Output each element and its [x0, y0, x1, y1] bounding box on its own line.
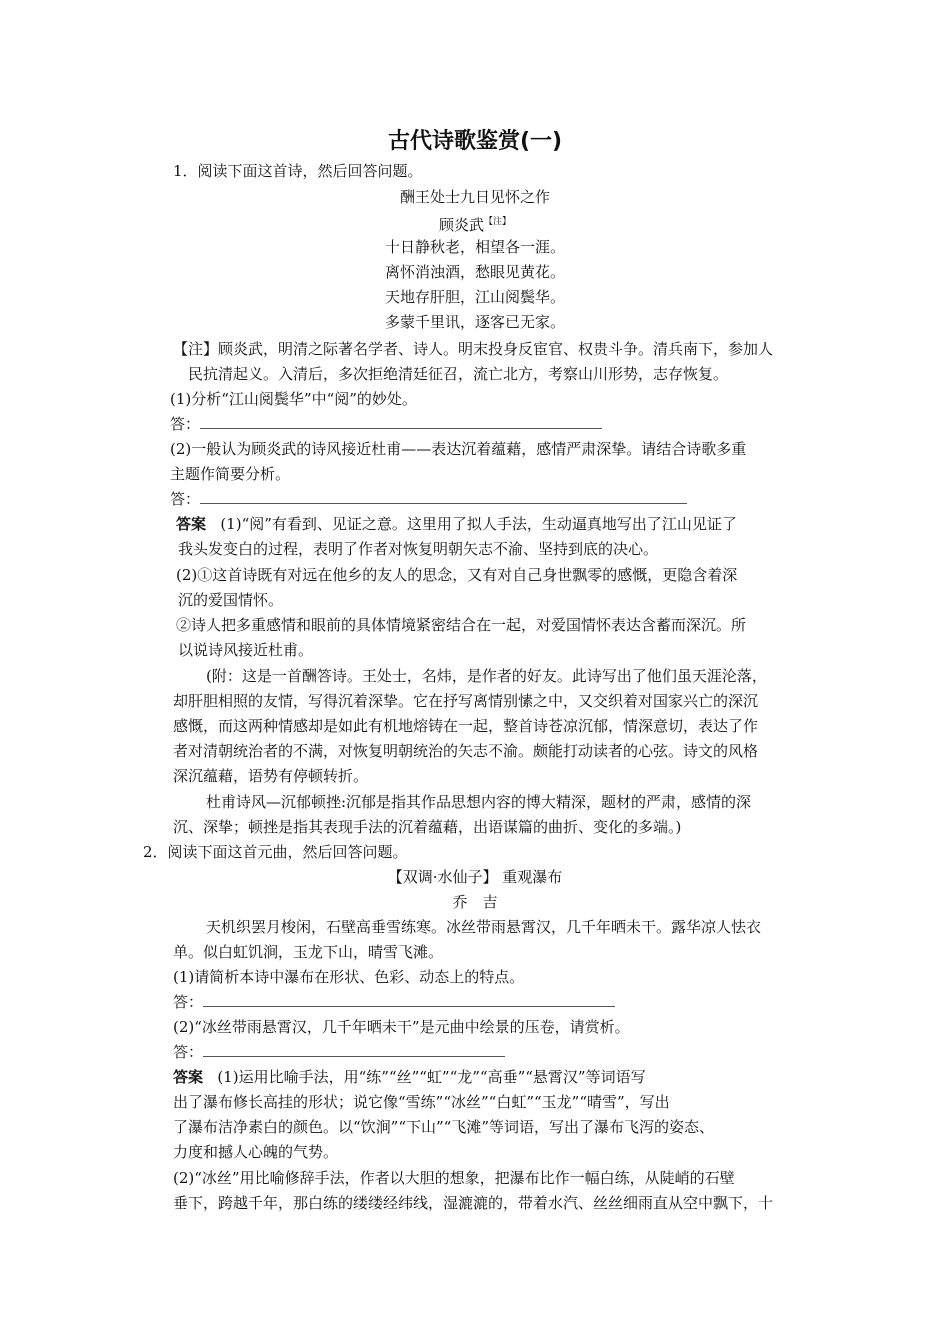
answer-blank-line	[200, 489, 687, 504]
q1-answer1-line: 我头发变白的过程，表明了作者对恢复明朝矢志不渝、坚持到底的决心。	[178, 540, 659, 558]
q2-answer1-line: 力度和撼人心魄的气势。	[173, 1143, 339, 1161]
q1-appendix-line: (附：这是一首酬答诗。王处士，名炜，是作者的好友。此诗写出了他们虽天涯沦落，	[206, 667, 767, 685]
q1-sub2-line: 主题作简要分析。	[170, 465, 291, 483]
q1-sub1: (1)分析“江山阅鬓华”中“阅”的妙处。	[170, 390, 417, 408]
q2-answer1-line: 了瀑布洁净素白的颜色。以“饮涧”“下山”“飞滩”等词语，写出了瀑布飞泻的姿态、	[173, 1118, 715, 1136]
q2-answer-field-2	[173, 1041, 505, 1063]
q1-answer-field-2	[170, 488, 687, 510]
answer-label: 答：	[170, 415, 201, 433]
q1-answer2b-line: 以说诗风接近杜甫。	[178, 641, 314, 659]
q1-answer1-line	[176, 513, 737, 535]
answer-label: 答：	[170, 490, 201, 508]
answer-label: 答：	[173, 993, 204, 1011]
answer-key-label: 答案	[176, 515, 207, 533]
q2-answer2-line: (2)“冰丝”用比喻修辞手法，作者以大胆的想象，把瀑布比作一幅白练，从陡峭的石壁	[173, 1169, 735, 1187]
q2-sub2: (2)“冰丝带雨悬霄汉，几千年晒未干”是元曲中绘景的压卷，请赏析。	[173, 1018, 630, 1036]
q1-answer1-text: (1)“阅”有看到、见证之意。这里用了拟人手法，生动逼真地写出了江山见证了	[220, 515, 737, 533]
q1-appendix-line: 感慨，而这两种情感却是如此有机地熔铸在一起，整首诗苍凉沉郁，情深意切，表达了作	[173, 717, 759, 735]
q2-qu-text-line: 单。似白虹饥涧，玉龙下山，晴雪飞滩。	[173, 943, 444, 961]
q2-answer1-line	[173, 1066, 646, 1088]
q1-prompt: 1．阅读下面这首诗，然后回答问题。	[173, 162, 423, 180]
q2-answer1-line: 出了瀑布修长高挂的形状；说它像“雪练”“冰丝”“白虹”“玉龙”“晴雪”，写出	[173, 1093, 670, 1111]
q1-poem-author	[0, 211, 950, 236]
q1-poem-line: 离怀消浊酒，愁眼见黄花。	[384, 263, 565, 281]
q1-poem-author-note: 【注】	[484, 217, 512, 227]
q1-appendix-line: 深沉蕴藉，语势有停顿转折。	[173, 767, 369, 785]
q1-answer2a-line: 沉的爱国情怀。	[178, 591, 284, 609]
q1-answer2b-line: ②诗人把多重感情和眼前的具体情境紧密结合在一起，对爱国情怀表达含蓄而深沉。所	[176, 616, 747, 634]
answer-blank-line	[203, 1042, 505, 1057]
q2-qu-author: 乔 吉	[452, 893, 498, 911]
answer-blank-line	[200, 414, 602, 429]
q1-sub2-line: (2)一般认为顾炎武的诗风接近杜甫——表达沉着蕴藉，感情严肃深挚。请结合诗歌多重	[170, 440, 747, 458]
q1-poem-line: 多蒙千里讯，逐客已无家。	[384, 313, 565, 331]
q2-answer-field-1	[173, 991, 615, 1013]
q2-prompt: 2．阅读下面这首元曲，然后回答问题。	[143, 843, 408, 861]
q1-appendix-line: 却肝胆相照的友情，写得沉着深挚。它在抒写离情别愫之中，又交织着对国家兴亡的深沉	[173, 692, 759, 710]
q1-answer-field-1	[170, 413, 602, 435]
q1-poem-line: 十日静秋老，相望各一涯。	[384, 238, 565, 256]
q1-poem-author-name: 顾炎武	[438, 216, 484, 234]
q1-note-line: 民抗清起义。入清后，多次拒绝清廷征召，流亡北方，考察山川形势，志存恢复。	[188, 365, 729, 383]
q1-appendix-line: 者对清朝统治者的不满，对恢复明朝统治的矢志不渝。颇能打动读者的心弦。诗文的风格	[173, 742, 759, 760]
answer-blank-line	[203, 992, 615, 1007]
q1-dufu-line: 杜甫诗风—沉郁顿挫:沉郁是指其作品思想内容的博大精深，题材的严肃，感情的深	[206, 793, 752, 811]
q1-note-line: 【注】顾炎武，明清之际著名学者、诗人。明末投身反宦官、权贵斗争。清兵南下，参加人	[173, 340, 774, 358]
q1-poem-line: 天地存肝胆，江山阅鬓华。	[384, 288, 565, 306]
q1-dufu-line: 沉、深挚；顿挫是指其表现手法的沉着蕴藉，出语谋篇的曲折、变化的多端。)	[173, 818, 682, 836]
q2-answer2-line: 垂下，跨越千年，那白练的缕缕经纬线，湿漉漉的，带着水汽、丝丝细雨直从空中飘下，十	[173, 1194, 774, 1212]
page-title: 古代诗歌鉴赏(一)	[387, 129, 563, 154]
answer-label: 答：	[173, 1043, 204, 1061]
q2-qu-title: 【双调·水仙子】 重观瀑布	[387, 868, 563, 886]
q1-answer2a-line: (2)①这首诗既有对远在他乡的友人的思念，又有对自己身世飘零的感慨，更隐含着深	[176, 566, 738, 584]
answer-key-label: 答案	[173, 1068, 204, 1086]
q1-poem-title: 酬王处士九日见怀之作	[399, 188, 550, 206]
q2-answer1-text: (1)运用比喻手法，用“练”“丝”“虹”“龙”“高垂”“悬霄汉”等词语写	[217, 1068, 646, 1086]
q2-qu-text-line: 天机织罢月梭闲，石壁高垂雪练寒。冰丝带雨悬霄汉，几千年晒未干。露华凉人怯衣	[206, 918, 762, 936]
q2-sub1: (1)请简析本诗中瀑布在形状、色彩、动态上的特点。	[173, 968, 525, 986]
